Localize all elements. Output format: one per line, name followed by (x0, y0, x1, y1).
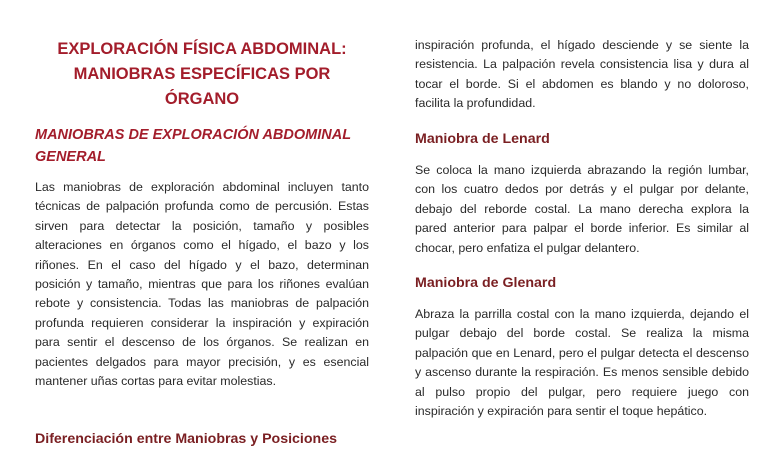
continued-paragraph: inspiración profunda, el hígado desciende y se siente la resistencia. La palpación revela consistencia lisa y dura al tocar el borde. Si el abdomen es blando y no doloroso, facilita la profundidad. (415, 38, 749, 111)
section-subtitle: MANIOBRAS DE EXPLORACIÓN ABDOMINAL GENERAL (35, 127, 351, 165)
intro-paragraph: Las maniobras de exploración abdominal incluyen tanto técnicas de palpación profunda como de percusión. Estas sirven para detectar la posición, tamaño y posibles alteraciones en órganos como el hígado, el bazo y los riñones. En el caso del hígado y el bazo, determinan posición y tamaño, mientras que para los riñones evalúan rebote y consistencia. Todas las maniobras de palpación profunda requieren considerar la inspiración y expiración para sentir el descenso de los órganos. Se realizan en pacientes delgados para mayor precisión, y es esencial mantener uñas cortas para evitar molestias. (35, 180, 369, 389)
next-section-heading: Diferenciación entre Maniobras y Posiciones (35, 431, 337, 447)
lenard-heading: Maniobra de Lenard (415, 131, 550, 147)
glenard-heading: Maniobra de Glenard (415, 275, 557, 291)
glenard-paragraph: Abraza la parrilla costal con la mano izquierda, dejando el pulgar debajo del borde costal. Se realiza la misma palpación que en Lenard, pero el pulgar detecta el descenso y ascenso durante la respiración. Es menos sensible debido al pulso propio del pulgar, pero requiere juego con inspiración y expiración para sentir el toque hepático. (415, 307, 749, 419)
lenard-paragraph: Se coloca la mano izquierda abrazando la región lumbar, con los cuatro dedos por detrás y el pulgar por delante, debajo del reborde costal. La mano derecha explora la pared anterior para palpar el borde inferior. Es similar al chocar, pero enfatiza el pulgar delantero. (415, 163, 749, 255)
page-title: EXPLORACIÓN FÍSICA ABDOMINAL: MANIOBRAS ESPECÍFICAS POR ÓRGANO (57, 40, 347, 108)
